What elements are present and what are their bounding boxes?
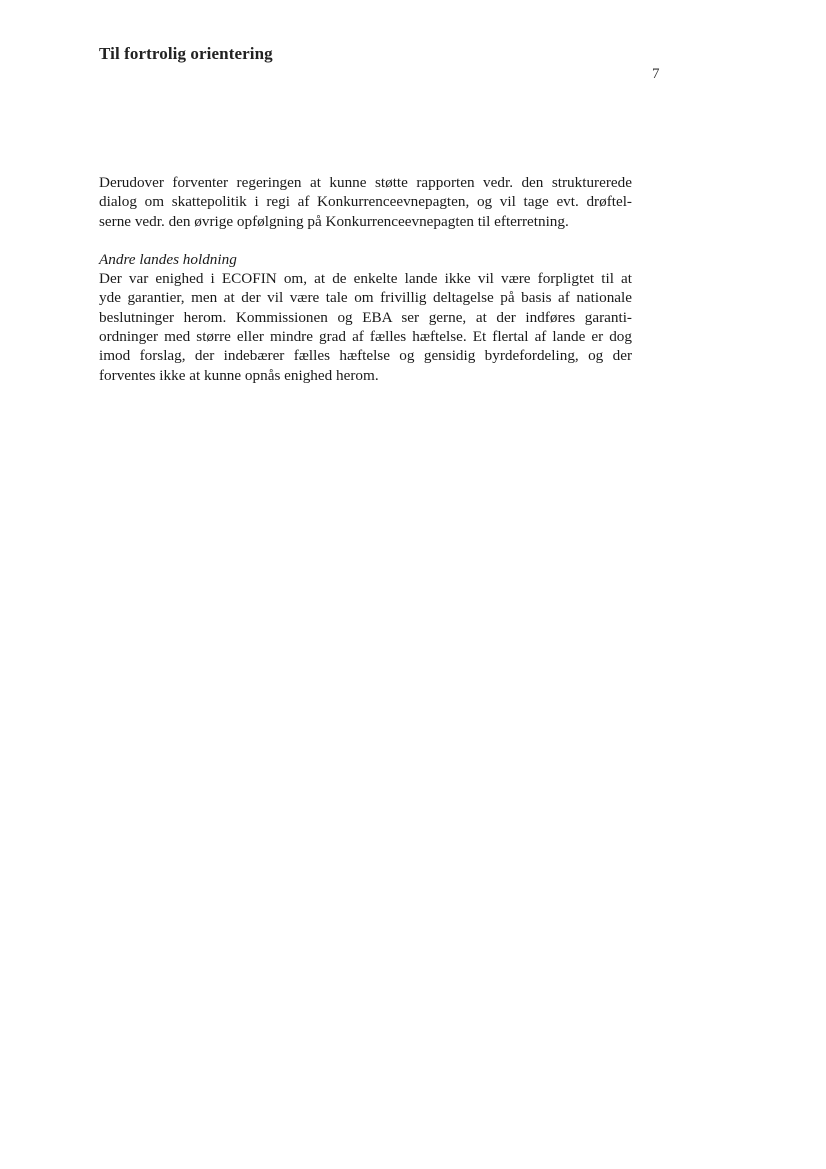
paragraph-regeringens-holdning: [99, 173, 632, 231]
paragraph-line: imod forslag, der indebærer fælles hæftelse og gensidig byrdefordeling, og der: [99, 347, 632, 365]
paragraph-andre-landes-holdning: [99, 269, 632, 385]
header-title: Til fortrolig orientering: [99, 44, 273, 63]
paragraph-line: yde garantier, men at der vil være tale om frivillig deltagelse på basis af nationale: [99, 289, 632, 307]
page-number: 7: [652, 66, 660, 82]
body-text: [99, 173, 632, 385]
paragraph-line: forventes ikke at kunne opnås enighed herom.: [99, 366, 379, 384]
paragraph-line: serne vedr. den øvrige opfølgning på Konkurrenceevnepagten til efterretning.: [99, 212, 569, 230]
paragraph-line: ordninger med større eller mindre grad af fælles hæftelse. Et flertal af lande er dog: [99, 328, 632, 346]
section-heading: Andre landes holdning: [99, 250, 237, 268]
paragraph-line: Derudover forventer regeringen at kunne støtte rapporten vedr. den strukturerede: [99, 174, 632, 191]
paragraph-line: beslutninger herom. Kommissionen og EBA ser gerne, at der indføres garanti-: [99, 308, 632, 326]
paragraph-line: dialog om skattepolitik i regi af Konkurrenceevnepagten, og vil tage evt. drøftel-: [99, 193, 632, 211]
paragraph-line: Der var enighed i ECOFIN om, at de enkelte lande ikke vil være forpligtet til at: [99, 270, 632, 288]
